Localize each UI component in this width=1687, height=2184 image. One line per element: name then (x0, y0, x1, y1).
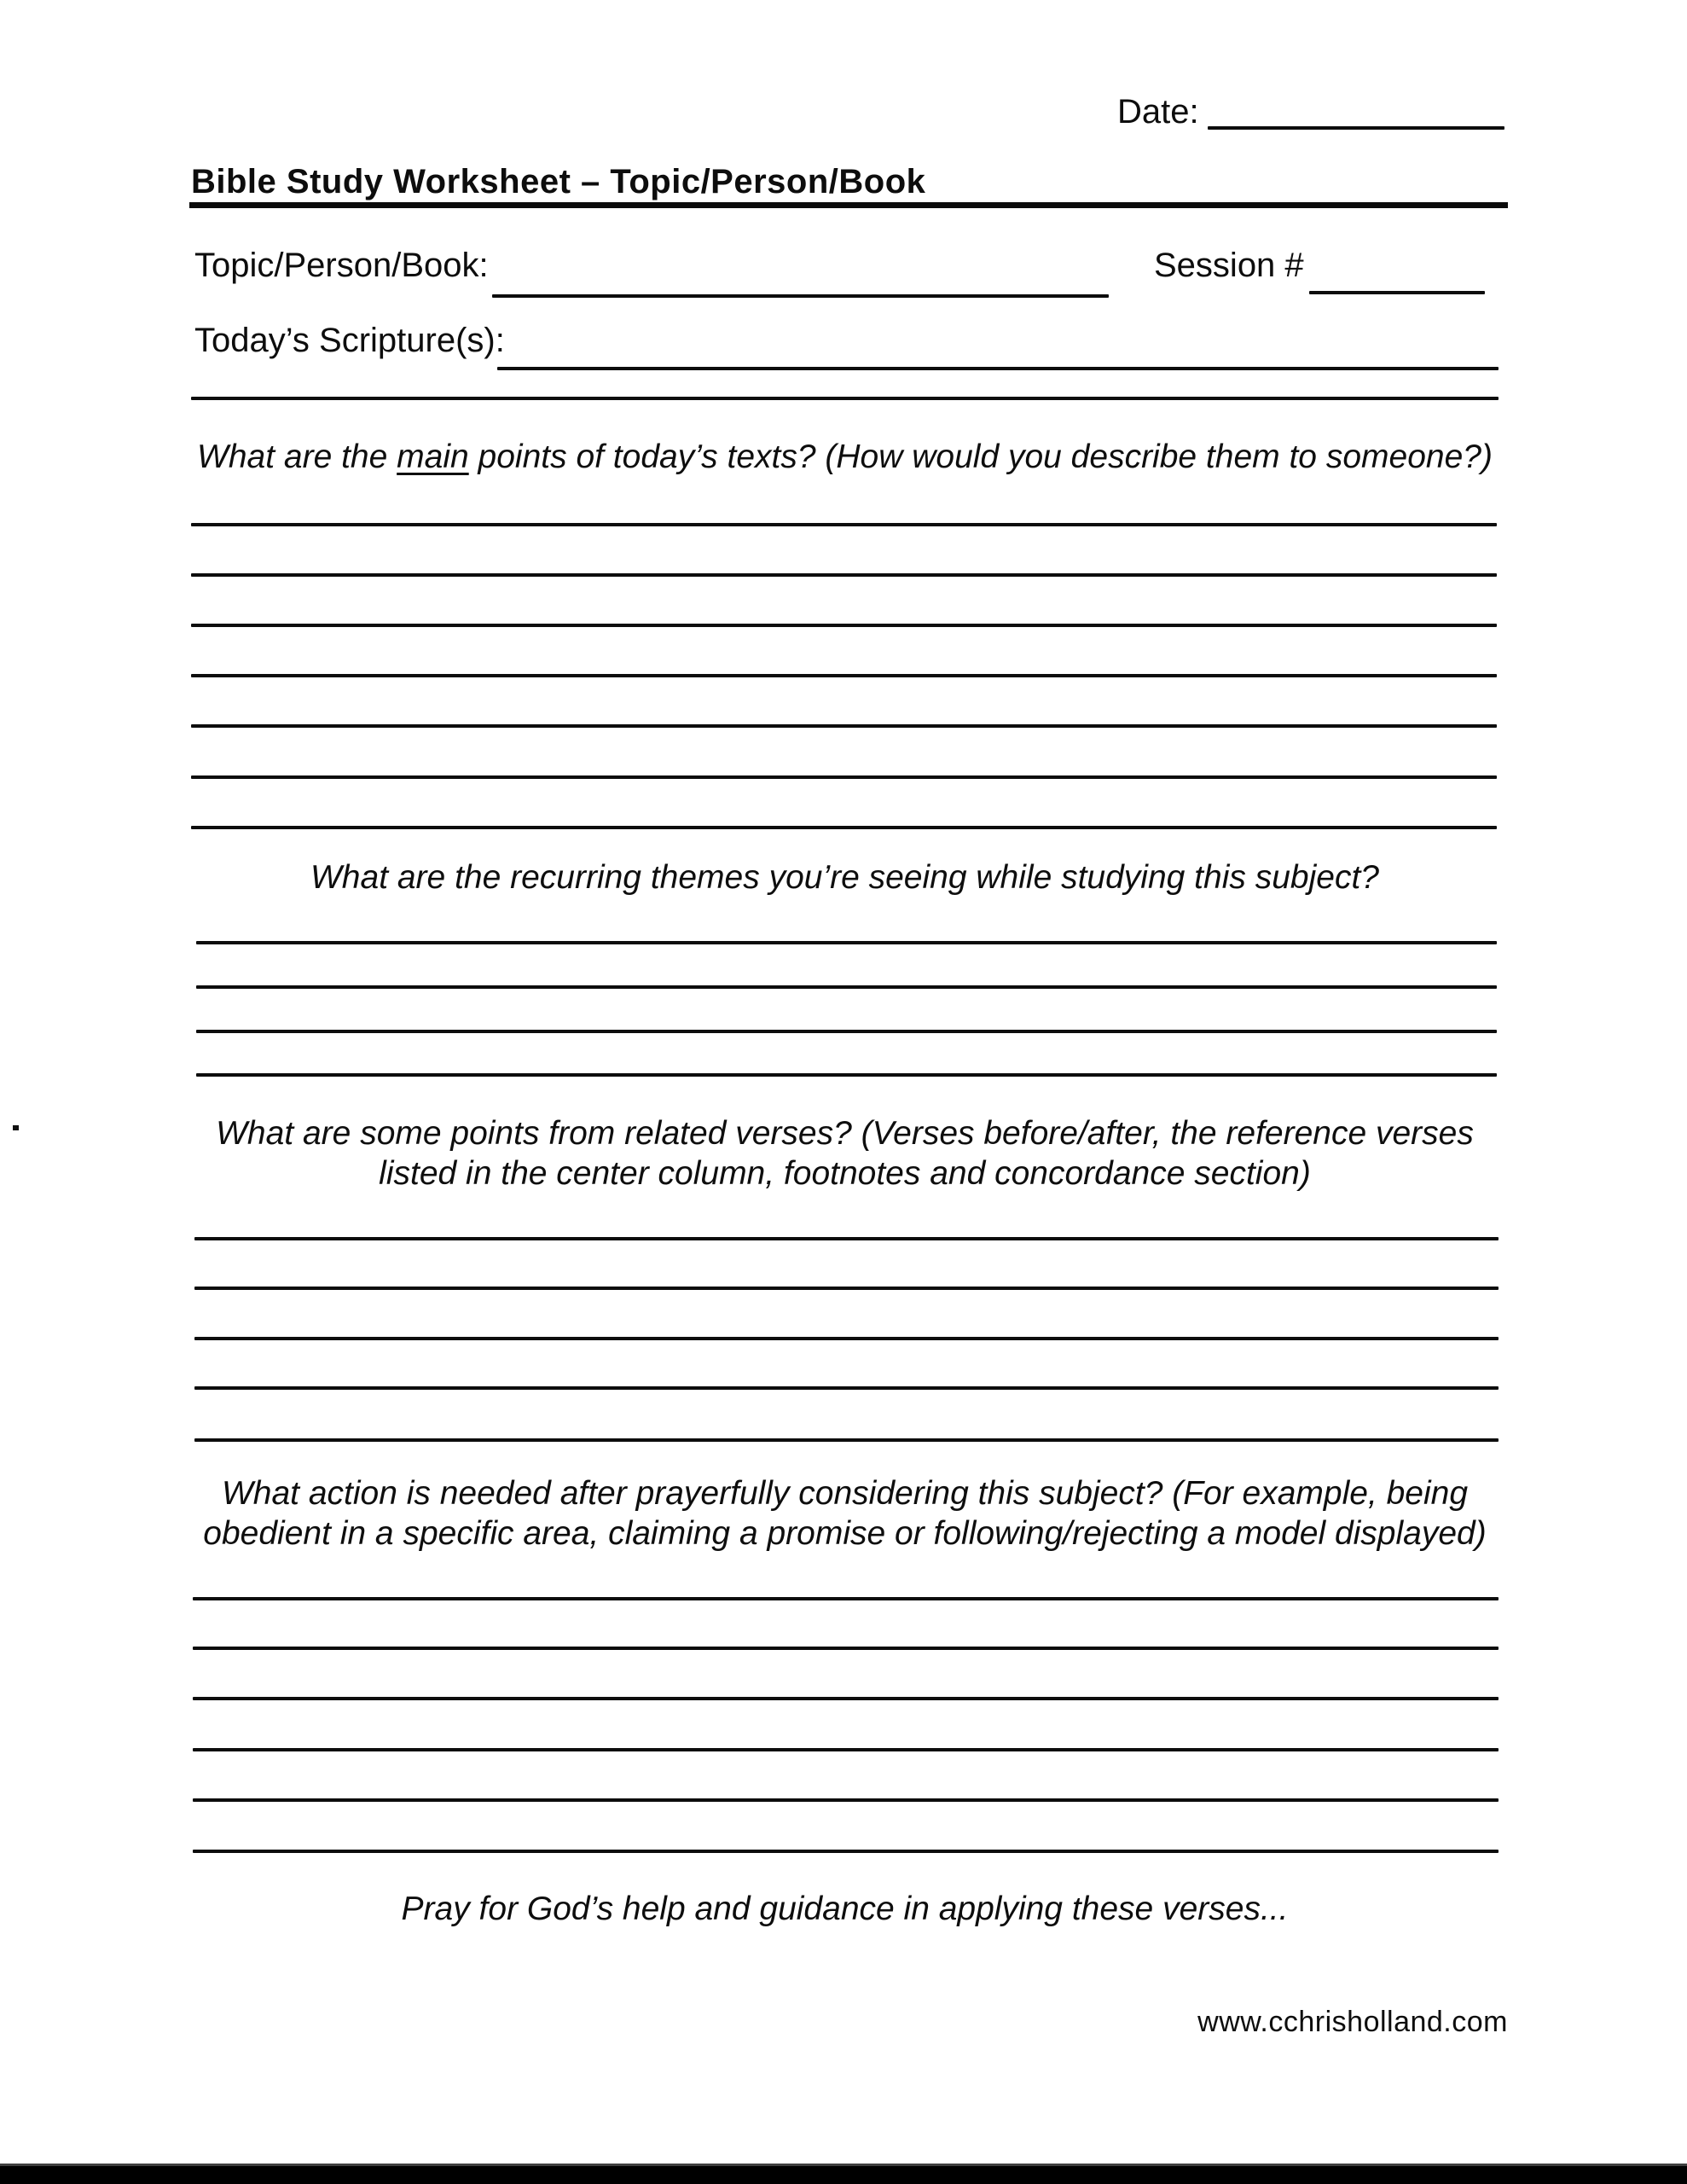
prayer-note: Pray for God’s help and guidance in applying these verses... (401, 1891, 1289, 1927)
scan-speck-artifact (13, 1125, 19, 1130)
answer-line (194, 1237, 1499, 1240)
question-action-needed-line1: What action is needed after prayerfully considering this subject? (For example, being (221, 1475, 1469, 1512)
answer-line (193, 1798, 1499, 1802)
question-related-verses (191, 1113, 1499, 1194)
answer-line (193, 1748, 1499, 1751)
website-url: www.cchrisholland.com (1197, 2006, 1508, 2038)
question-main-points-underlined-word: main (397, 439, 469, 475)
scripture-blank-line (497, 367, 1499, 370)
answer-line (194, 1386, 1499, 1390)
answer-line (193, 1647, 1499, 1650)
answer-line (193, 1597, 1499, 1600)
answer-line (191, 775, 1497, 779)
question-action-needed-line2: obedient in a specific area, claiming a promise or following/rejecting a model displayed) (203, 1515, 1487, 1552)
answer-line (194, 1438, 1499, 1442)
topic-blank-line (492, 294, 1109, 298)
answer-line (191, 826, 1497, 829)
topic-person-book-label: Topic/Person/Book: (194, 247, 489, 284)
answer-line (196, 941, 1497, 944)
answer-line (193, 1850, 1499, 1853)
todays-scripture-label: Today’s Scripture(s): (194, 322, 505, 359)
scripture-blank-line-2 (191, 397, 1499, 400)
answer-line (191, 724, 1497, 728)
title-underline-rule (189, 202, 1508, 208)
answer-line (196, 1030, 1497, 1033)
answer-line (194, 1337, 1499, 1340)
answer-line (193, 1697, 1499, 1700)
session-blank-line (1309, 291, 1485, 294)
date-label: Date: (1117, 93, 1199, 131)
question-main-points-post: points of today’s texts? (How would you describe them to someone?) (468, 439, 1493, 475)
answer-line (191, 674, 1497, 677)
question-related-verses-line2: listed in the center column, footnotes and concordance section) (379, 1155, 1311, 1192)
answer-line (194, 1287, 1499, 1290)
date-blank-line (1208, 126, 1504, 130)
answer-line (196, 1073, 1497, 1077)
question-main-points (191, 437, 1499, 477)
answer-line (196, 985, 1497, 989)
question-main-points-pre: What are the (197, 439, 397, 475)
question-recurring-themes: What are the recurring themes you’re seeing while studying this subject? (310, 859, 1379, 896)
answer-line (191, 624, 1497, 627)
worksheet-title: Bible Study Worksheet – Topic/Person/Book (191, 163, 926, 200)
question-related-verses-line1: What are some points from related verses? (Verses before/after, the reference verses (216, 1115, 1474, 1152)
scan-edge-bottom-bar (0, 2164, 1687, 2184)
answer-line (191, 573, 1497, 577)
answer-line (191, 523, 1497, 526)
question-action-needed (191, 1473, 1499, 1554)
session-number-label: Session # (1154, 247, 1304, 284)
